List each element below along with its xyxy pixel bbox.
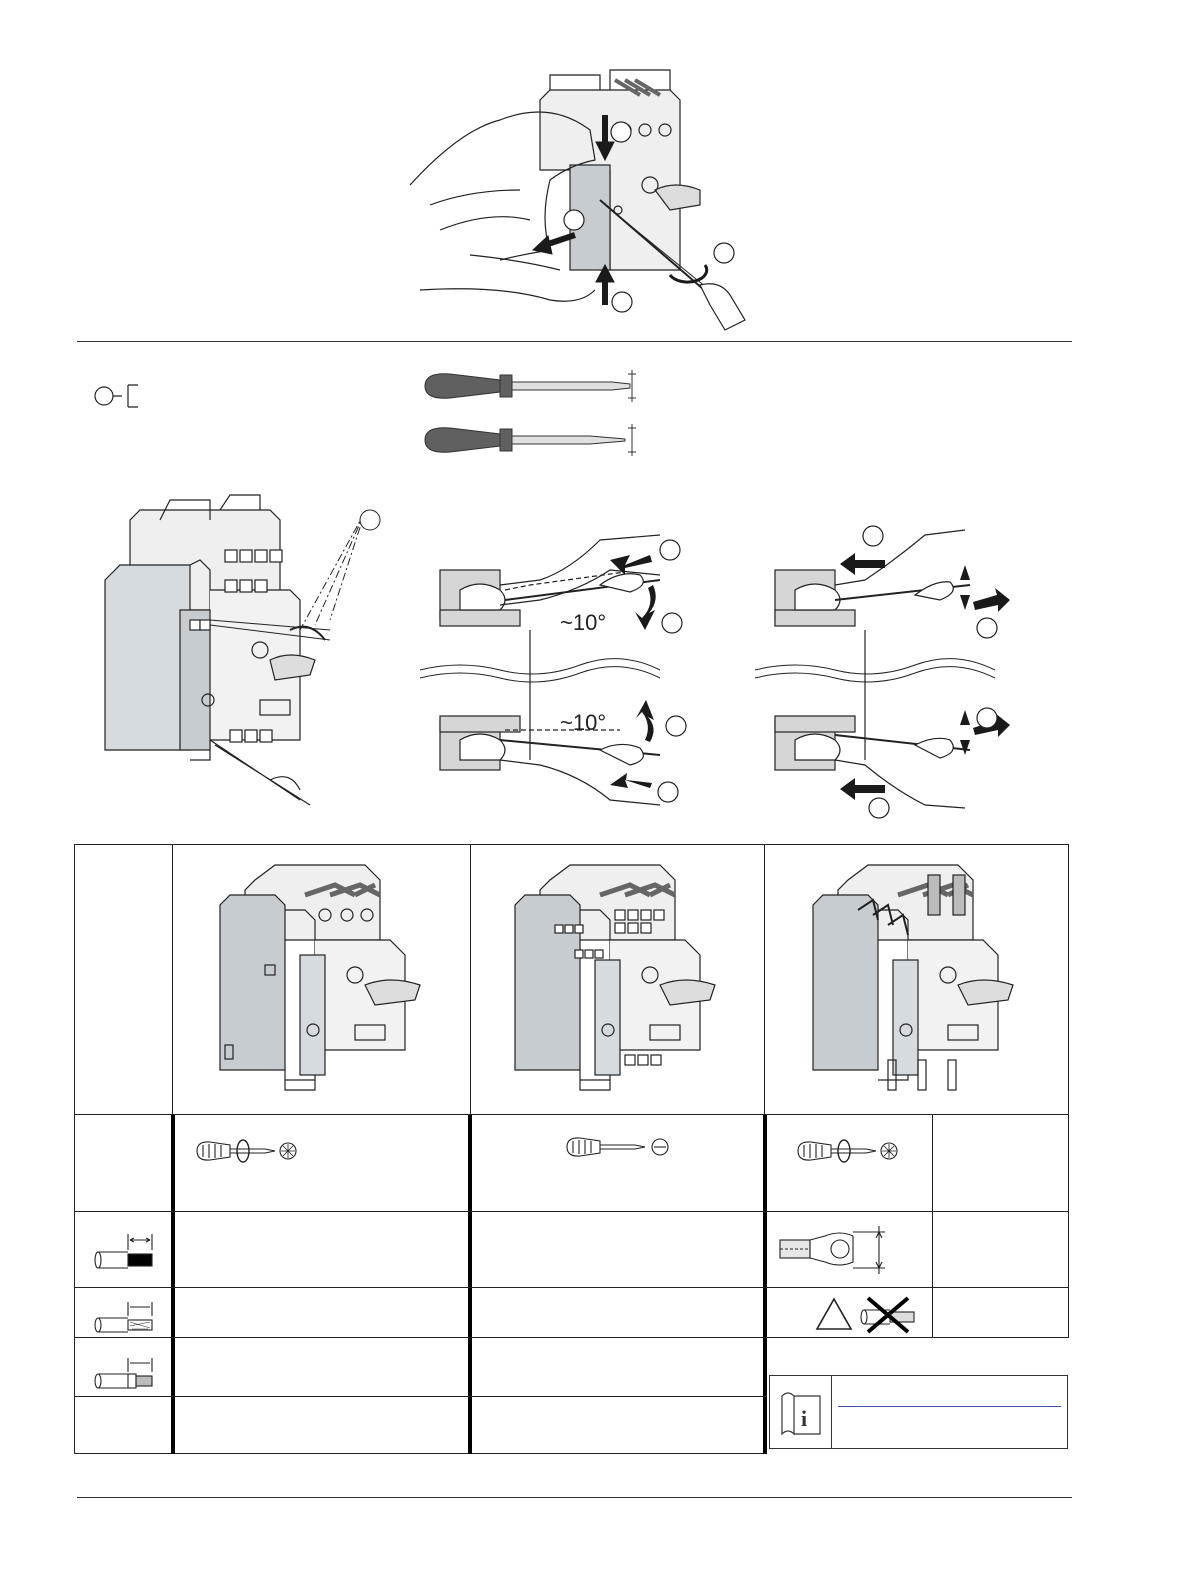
device-ring-terminal-illustration (808, 860, 1028, 1095)
svg-text:i: i (801, 1406, 808, 1431)
stranded-conductor-icon (92, 1298, 158, 1338)
col-line-2 (470, 844, 471, 1114)
solid-conductor-icon (92, 1230, 158, 1270)
table-border-top (74, 844, 1069, 845)
warning-triangle-icon (814, 1296, 854, 1332)
section-divider-bottom (77, 1497, 1072, 1498)
row-line-2 (74, 1211, 1069, 1212)
flat-tool-icon-col2 (565, 1132, 675, 1162)
row-line-3 (74, 1287, 1069, 1288)
table-border-right (1068, 844, 1069, 1337)
angle-label-top: ~10° (560, 610, 607, 635)
flat-screwdriver-icon (420, 368, 650, 408)
manual-info-icon (778, 1388, 824, 1438)
manual-info-icon-cell (770, 1376, 832, 1448)
col-line-1 (172, 844, 173, 1114)
manual-info-box (769, 1375, 1068, 1449)
device-spring-terminal-illustration (100, 490, 390, 820)
col-line-4 (932, 1114, 933, 1337)
table-border-bottom (74, 1453, 766, 1454)
row-line-1 (74, 1114, 1069, 1115)
ferrule-conductor-icon (92, 1354, 158, 1394)
col-line-2-thick (468, 1114, 472, 1454)
section-divider-top (77, 341, 1072, 342)
ring-terminal-dimension-icon (775, 1222, 895, 1282)
wire-removal-diagram (755, 520, 1015, 820)
hand-mounting-illustration (400, 60, 760, 330)
device-screw-terminal-illustration (215, 860, 435, 1095)
device-spring-terminal-table-illustration (510, 860, 730, 1095)
pozidriv-tool-icon-col3 (796, 1136, 906, 1166)
wire-insertion-diagram (420, 530, 700, 810)
row-line-5 (74, 1396, 766, 1397)
table-border-left (74, 844, 75, 1454)
col-line-3 (764, 844, 765, 1114)
pozidriv-screwdriver-icon (420, 422, 650, 462)
pozidriv-tool-icon-col1 (195, 1136, 305, 1166)
row-line-4 (74, 1337, 1069, 1338)
manual-link-line[interactable] (838, 1406, 1061, 1407)
col-line-3-thick (763, 1114, 767, 1454)
angle-label-bottom: ~10° (560, 710, 607, 735)
callout-legend-symbol (90, 380, 150, 410)
col-line-1-thick (171, 1114, 175, 1454)
prohibited-stranded-icon (860, 1294, 920, 1334)
